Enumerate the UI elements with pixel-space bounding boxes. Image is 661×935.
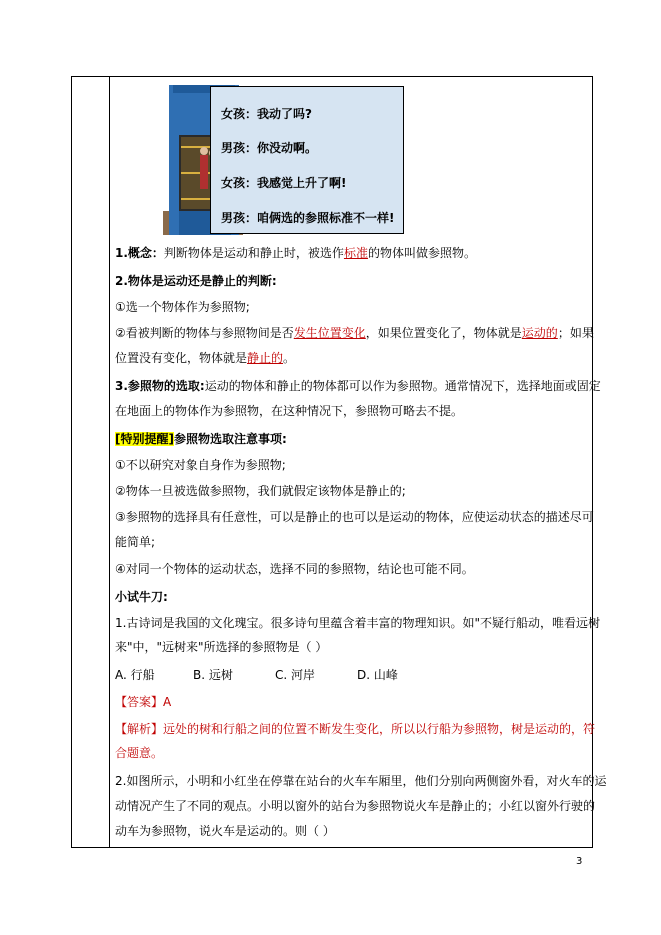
judge-step2-red2: 运动的 (521, 326, 558, 340)
judge-step2-a: ②看被判断的物体与参照物间是否 (115, 326, 294, 340)
tips-item-3: ③参照物的选择具有任意性，可以是静止的也可以是运动的物体，应使运动状态的描述尽可 (115, 510, 594, 524)
concept-text-red: 标准 (343, 246, 368, 260)
judge-step-1: ①选一个物体作为参照物; (115, 300, 250, 314)
option-b: B. 远树 (193, 668, 233, 682)
dialog-line-girl-2: 女孩：我感觉上升了啊! (221, 176, 347, 190)
dialog-line-boy-1: 男孩：你没动啊。 (221, 141, 318, 155)
option-c: C. 河岸 (275, 668, 316, 682)
tips-item-1: ①不以研究对象自身作为参照物; (115, 458, 286, 472)
table-left-column (72, 77, 110, 847)
judge-step2-red3: 静止的 (247, 351, 284, 365)
tips-heading: 参照物选取注意事项: (173, 432, 287, 446)
judge-heading: 2.物体是运动还是静止的判断: (115, 274, 277, 288)
selection-text-1: 运动的物体和静止的物体都可以作为参照物。通常情况下，选择地面或固定 (204, 379, 601, 393)
dialog-line-girl-1: 女孩：我动了吗? (221, 107, 312, 121)
question-2-line-2: 动情况产生了不同的观点。小明以窗外的站台为参照物说火车是静止的；小红以窗外行驶的 (115, 799, 596, 813)
analysis-line-1 (115, 721, 595, 737)
option-d: D. 山峰 (357, 668, 398, 682)
selection-line-1 (115, 378, 601, 394)
judge-step-2-line-2 (115, 350, 295, 366)
concept-text-a: 判断物体是运动和静止时，被选作 (163, 246, 344, 260)
judge-step-2 (115, 325, 594, 341)
dialog-line-boy-2: 男孩：咱俩选的参照标准不一样! (221, 211, 395, 225)
selection-label: 3.参照物的选取: (115, 379, 205, 393)
tips-heading-line (115, 431, 287, 447)
analysis-line-2: 合题意。 (115, 746, 164, 760)
concept-text-b: 的物体叫做参照物。 (367, 246, 476, 260)
judge-step2-line2-a: 位置没有变化，物体就是 (115, 351, 248, 365)
question-1-options (115, 667, 398, 683)
concept-line (115, 245, 476, 261)
question-2-line-3: 动车为参照物，说火车是运动的。则（ ） (115, 824, 335, 838)
selection-line-2: 在地面上的物体作为参照物，在这种情况下，参照物可略去不提。 (115, 404, 464, 418)
content-table (71, 76, 607, 848)
tips-item-3-line-2: 能简单; (115, 535, 156, 549)
judge-step2-line2-b: 。 (283, 351, 296, 365)
question-1-line-1: 1.古诗词是我国的文化瑰宝。很多诗句里蕴含着丰富的物理知识。如"不疑行船动，唯看远树 (115, 616, 600, 630)
concept-label: 1.概念： (115, 246, 164, 260)
practice-heading: 小试牛刀: (115, 590, 168, 604)
question-1-line-2: 来"中，"远树来"所选择的参照物是（ ） (115, 640, 328, 654)
judge-step2-b: ，如果位置变化了，物体就是 (365, 326, 522, 340)
judge-step2-c: ；如果 (557, 326, 594, 340)
tips-item-4: ④对同一个物体的运动状态，选择不同的参照物，结论也可能不同。 (115, 562, 474, 576)
judge-step2-red1: 发生位置变化 (293, 326, 366, 340)
dialog-box (210, 86, 404, 234)
tips-tag: [特别提醒] (115, 432, 174, 446)
option-a: A. 行船 (115, 668, 155, 682)
question-2-line-1: 2.如图所示，小明和小红坐在停靠在站台的火车车厢里，他们分别向两侧窗外看，对火车的运 (115, 774, 607, 788)
answer-line: 【答案】A (115, 695, 172, 709)
analysis-text-1: 远处的树和行船之间的位置不断发生变化，所以以行船为参照物，树是运动的，符 (163, 722, 596, 736)
analysis-label: 【解析】 (115, 722, 164, 736)
tips-item-2: ②物体一旦被选做参照物，我们就假定该物体是静止的; (115, 484, 406, 498)
page-number: 3 (576, 856, 583, 867)
